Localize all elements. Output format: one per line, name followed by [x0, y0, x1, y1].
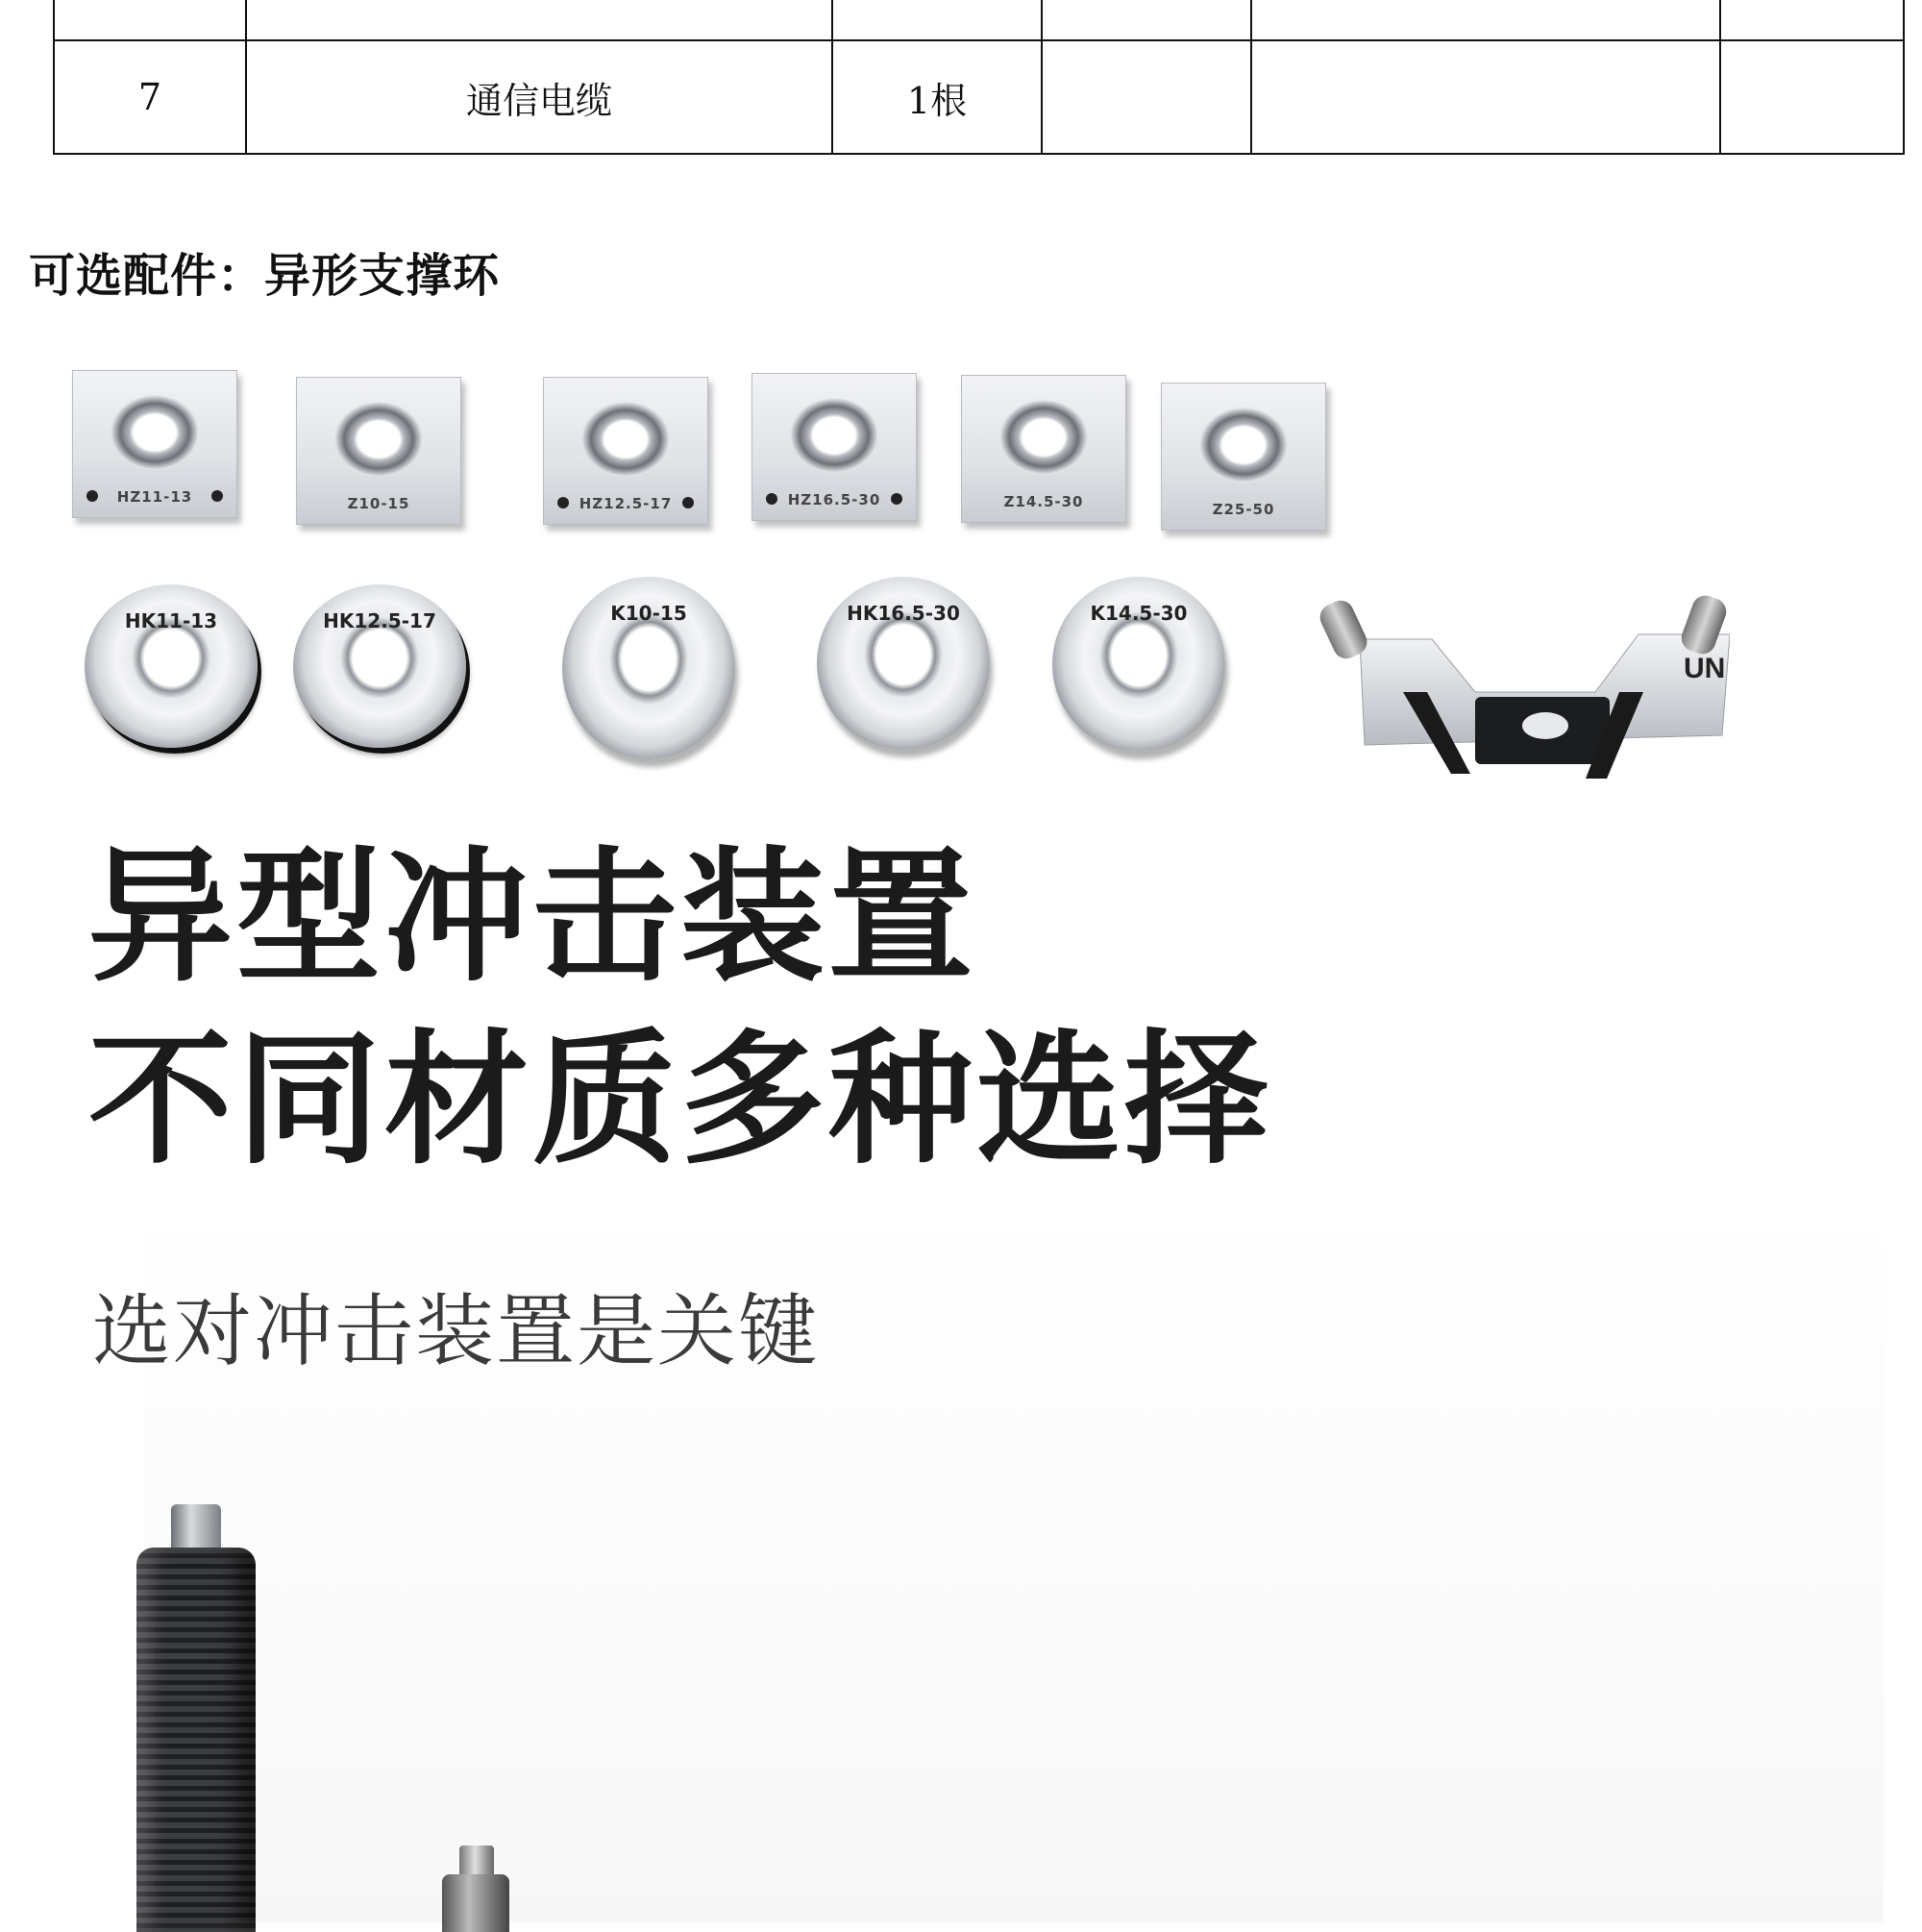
- bore-hole: [790, 398, 878, 473]
- ring-engraving: HK12.5-17: [323, 609, 436, 632]
- row-number-cell: 7: [54, 40, 246, 154]
- support-ring-k14-5-30: [1052, 577, 1225, 752]
- ring-engraving: HK16.5-30: [847, 602, 960, 625]
- support-block-z14-5-30: [961, 375, 1126, 523]
- table-cell: [1720, 0, 1904, 40]
- table-cell: [1251, 40, 1720, 154]
- ring-engraving: HK11-13: [124, 609, 218, 632]
- impact-device-tip: [459, 1845, 494, 1878]
- support-block-hz11-13: [72, 370, 237, 518]
- quantity-cell: 1根: [832, 40, 1042, 154]
- support-ring-hk16-5-30: [817, 577, 990, 750]
- support-block-z10-15: [296, 377, 461, 525]
- table-row: [54, 0, 1904, 40]
- table-cell: [1720, 40, 1904, 154]
- section-label: 可选配件：异形支撑环: [29, 249, 501, 303]
- impact-device-small: [442, 1874, 509, 1932]
- support-ring-hk11-13: [85, 584, 258, 748]
- table-cell: [832, 0, 1042, 40]
- bore-hole: [1199, 408, 1288, 483]
- headline-line-2: 不同材质多种选择: [88, 1017, 1273, 1184]
- table-row: [54, 40, 1904, 154]
- block-engraving: Z25-50: [1212, 501, 1275, 518]
- bore-hole: [581, 402, 670, 477]
- support-ring-k10-15: [562, 577, 735, 759]
- bore-hole: [334, 402, 423, 477]
- table-cell: [246, 0, 832, 40]
- headline-line-1: 异型冲击装置: [88, 834, 977, 1002]
- support-block-hz12-5-17: [543, 377, 708, 525]
- block-engraving: Z10-15: [347, 495, 410, 512]
- ring-engraving: K14.5-30: [1090, 602, 1188, 625]
- subheading: 选对冲击装置是关键: [92, 1286, 820, 1377]
- un-label: UN: [1684, 653, 1726, 684]
- impact-device-large: [136, 1548, 256, 1932]
- support-ring-hk12-5-17: [293, 584, 466, 748]
- item-name-cell: 通信电缆: [246, 40, 832, 154]
- bore-hole: [999, 400, 1088, 475]
- block-engraving: HZ12.5-17: [579, 495, 673, 512]
- block-engraving: Z14.5-30: [1003, 493, 1084, 510]
- un-block-drawing: [1307, 582, 1730, 803]
- support-block-hz16-5-30: [752, 373, 917, 521]
- table-cell: [1251, 0, 1720, 40]
- block-engraving: HZ16.5-30: [787, 491, 881, 508]
- table-cell: [1042, 0, 1251, 40]
- support-block-z25-50: [1161, 383, 1326, 531]
- table-cell: [54, 0, 246, 40]
- block-engraving: HZ11-13: [116, 488, 193, 506]
- table-cell: [1042, 40, 1251, 154]
- ring-engraving: K10-15: [610, 602, 687, 625]
- bore-hole: [111, 395, 199, 470]
- accessory-table: [53, 0, 1905, 155]
- support-block-un: [1307, 582, 1730, 803]
